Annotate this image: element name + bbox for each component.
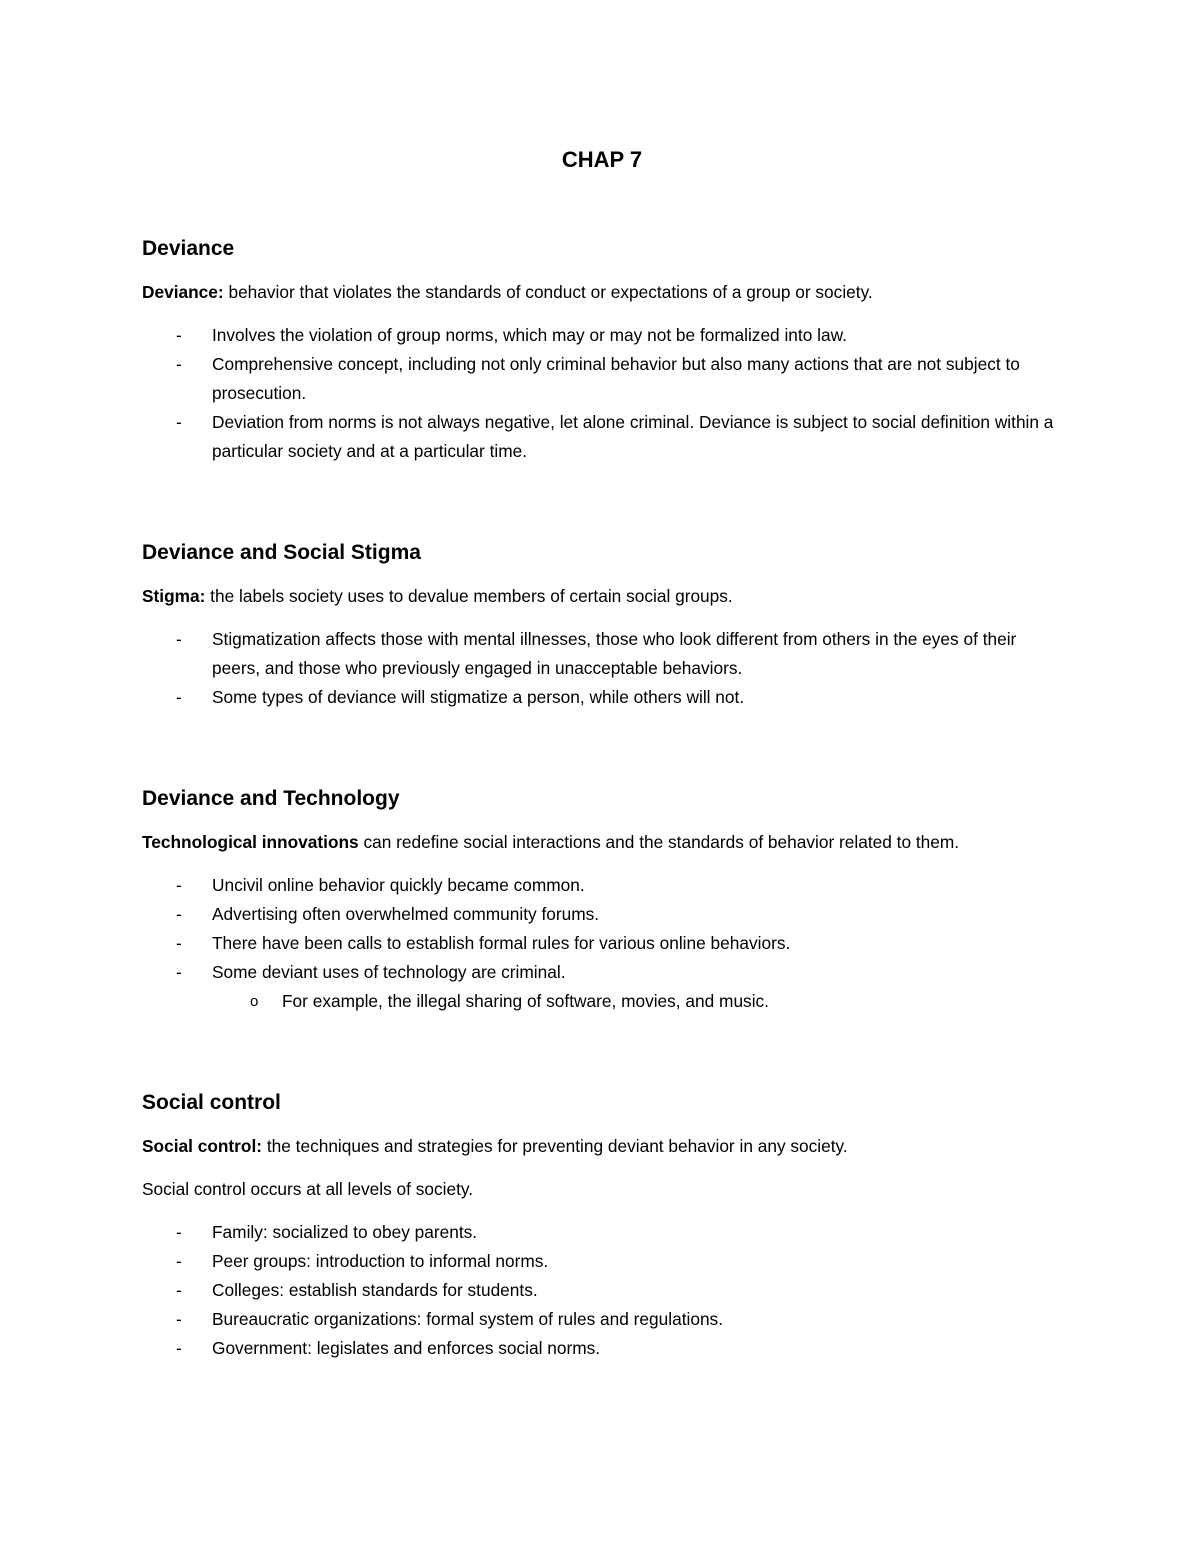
list-item-text: Involves the violation of group norms, which may or may not be formalized into law. [212,325,847,345]
list-item [142,871,1062,900]
dash-marker: - [176,1338,182,1358]
bullet-list [142,321,1062,466]
dash-marker: - [176,354,182,374]
section-social-stigma [142,538,1062,712]
section-heading: Deviance and Technology [142,787,400,810]
definition-term: Social control: [142,1136,263,1156]
dash-marker: - [176,629,182,649]
dash-marker: - [176,933,182,953]
list-item [142,408,1062,466]
list-item [142,958,1062,987]
definition-text: the techniques and strategies for preventing deviant behavior in any society. [262,1136,848,1156]
dash-marker: - [176,1309,182,1329]
dash-marker: - [176,1222,182,1242]
document-body [142,138,1062,1363]
list-item-text: Deviation from norms is not always negative, let alone criminal. Deviance is subject to social definition within a particular society and at a particular time. [212,412,1054,461]
dash-marker: - [176,875,182,895]
list-item-text: Bureaucratic organizations: formal system of rules and regulations. [212,1309,724,1329]
list-item [142,929,1062,958]
bullet-list [142,871,1062,987]
dash-marker: - [176,687,182,707]
list-item [142,900,1062,929]
dash-marker: - [176,1251,182,1271]
list-item [142,683,1062,712]
definition [142,1132,1062,1161]
list-item [142,625,1062,683]
definition-term: Technological innovations [142,832,359,852]
list-item-text: For example, the illegal sharing of software, movies, and music. [282,991,769,1011]
section-deviance [142,234,1062,466]
list-item-text: Advertising often overwhelmed community forums. [212,904,600,924]
list-item-text: Some deviant uses of technology are criminal. [212,962,566,982]
definition-text: can redefine social interactions and the standards of behavior related to them. [358,832,960,852]
definition-term: Deviance: [142,282,224,302]
list-item-text: Some types of deviance will stigmatize a person, while others will not. [212,687,745,707]
list-item [142,321,1062,350]
definition [142,278,1062,307]
section-heading: Deviance and Social Stigma [142,541,421,564]
list-item [142,1247,1062,1276]
definition-text: the labels society uses to devalue members of certain social groups. [205,586,733,606]
list-item [142,1334,1062,1363]
list-item-text: Peer groups: introduction to informal norms. [212,1251,549,1271]
sub-list-item [142,987,1062,1016]
dash-marker: - [176,1280,182,1300]
list-item-text: Uncivil online behavior quickly became common. [212,875,585,895]
bullet-list [142,625,1062,712]
dash-marker: - [176,325,182,345]
list-item-text: Stigmatization affects those with mental illnesses, those who look different from others in the eyes of their peers, and those who previously engaged in unacceptable behaviors. [212,629,1017,678]
definition-text: behavior that violates the standards of conduct or expectations of a group or society. [223,282,873,302]
list-item-text: Comprehensive concept, including not only criminal behavior but also many actions that are not subject to prosecution. [212,354,1020,403]
circle-marker: o [250,993,259,1010]
section-heading: Social control [142,1091,281,1114]
list-item [142,1218,1062,1247]
list-item [142,1276,1062,1305]
list-item-text: Government: legislates and enforces social norms. [212,1338,601,1358]
paragraph: Social control occurs at all levels of society. [142,1179,474,1199]
section-technology [142,784,1062,1016]
definition [142,828,1062,857]
dash-marker: - [176,412,182,432]
list-item-text: Colleges: establish standards for students. [212,1280,538,1300]
dash-marker: - [176,962,182,982]
sub-bullet-list [142,987,1062,1016]
definition [142,582,1062,611]
definition-term: Stigma: [142,586,206,606]
bullet-list [142,1218,1062,1363]
page-title: CHAP 7 [561,147,643,172]
list-item [142,1305,1062,1334]
section-social-control [142,1088,1062,1363]
list-item [142,350,1062,408]
section-heading: Deviance [142,237,235,260]
list-item-text: There have been calls to establish formal rules for various online behaviors. [212,933,791,953]
list-item-text: Family: socialized to obey parents. [212,1222,478,1242]
dash-marker: - [176,904,182,924]
